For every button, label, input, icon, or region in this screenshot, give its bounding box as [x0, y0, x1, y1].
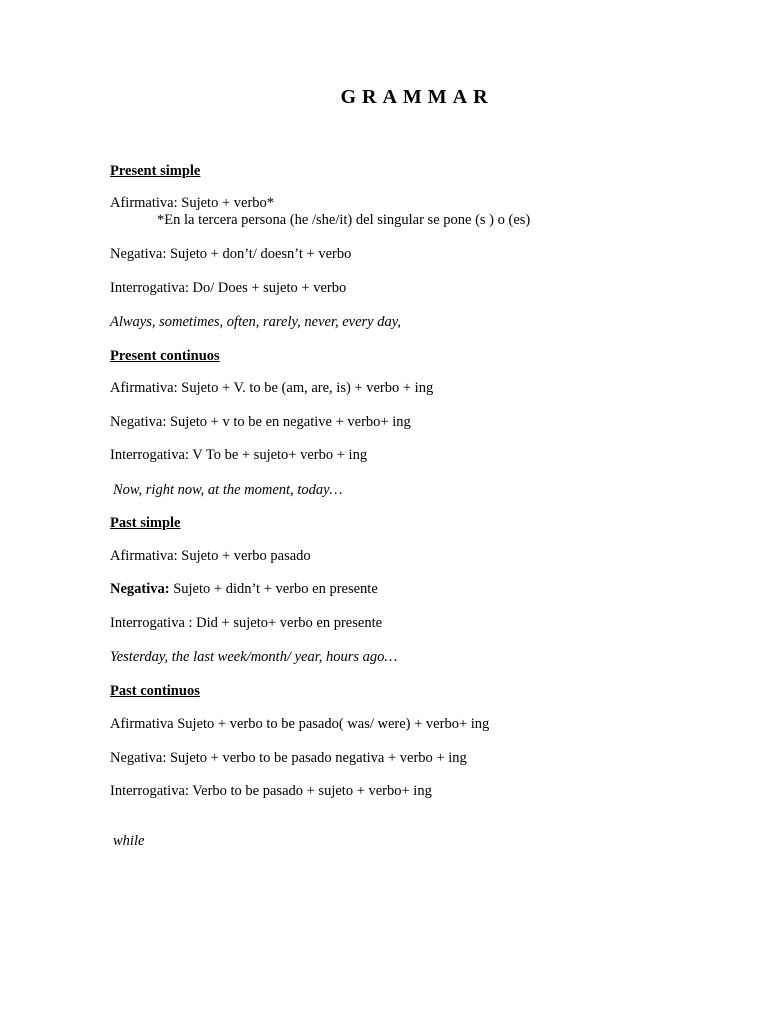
past-simple-interrogativa: Interrogativa : Did + sujeto+ verbo en presente — [110, 615, 383, 631]
past-continuous-adverbs: while — [113, 833, 145, 849]
present-simple-adverbs: Always, sometimes, often, rarely, never, every day, — [110, 314, 401, 330]
past-simple-afirmativa: Afirmativa: Sujeto + verbo pasado — [110, 548, 311, 564]
past-simple-negativa — [110, 580, 378, 598]
section-heading-present-continuous: Present continuos — [110, 348, 220, 364]
present-continuous-negativa: Negativa: Sujeto + v to be en negative + verbo+ ing — [110, 414, 411, 430]
past-continuous-negativa: Negativa: Sujeto + verbo to be pasado negativa + verbo + ing — [110, 750, 467, 766]
present-simple-interrogativa: Interrogativa: Do/ Does + sujeto + verbo — [110, 280, 347, 296]
section-heading-past-simple: Past simple — [110, 515, 181, 531]
past-continuous-afirmativa: Afirmativa Sujeto + verbo to be pasado( was/ were) + verbo+ ing — [110, 716, 490, 732]
present-simple-note: *En la tercera persona (he /she/it) del singular se pone (s ) o (es) — [157, 212, 531, 228]
page-title: GRAMMAR — [340, 86, 494, 108]
past-continuous-interrogativa: Interrogativa: Verbo to be pasado + sujeto + verbo+ ing — [110, 783, 432, 799]
present-continuous-adverbs: Now, right now, at the moment, today… — [113, 482, 343, 498]
present-simple-negativa: Negativa: Sujeto + don’t/ doesn’t + verbo — [110, 246, 352, 262]
present-simple-afirmativa: Afirmativa: Sujeto + verbo* — [110, 195, 275, 211]
present-continuous-afirmativa: Afirmativa: Sujeto + V. to be (am, are, is) + verbo + ing — [110, 380, 434, 396]
past-simple-adverbs: Yesterday, the last week/month/ year, hours ago… — [110, 649, 398, 665]
section-heading-present-simple: Present simple — [110, 163, 201, 179]
section-heading-past-continuous: Past continuos — [110, 683, 200, 699]
past-simple-negativa-text: Sujeto + didn’t + verbo en presente — [169, 581, 378, 597]
present-continuous-interrogativa: Interrogativa: V To be + sujeto+ verbo + ing — [110, 447, 368, 463]
past-simple-negativa-label: Negativa: — [110, 581, 170, 597]
